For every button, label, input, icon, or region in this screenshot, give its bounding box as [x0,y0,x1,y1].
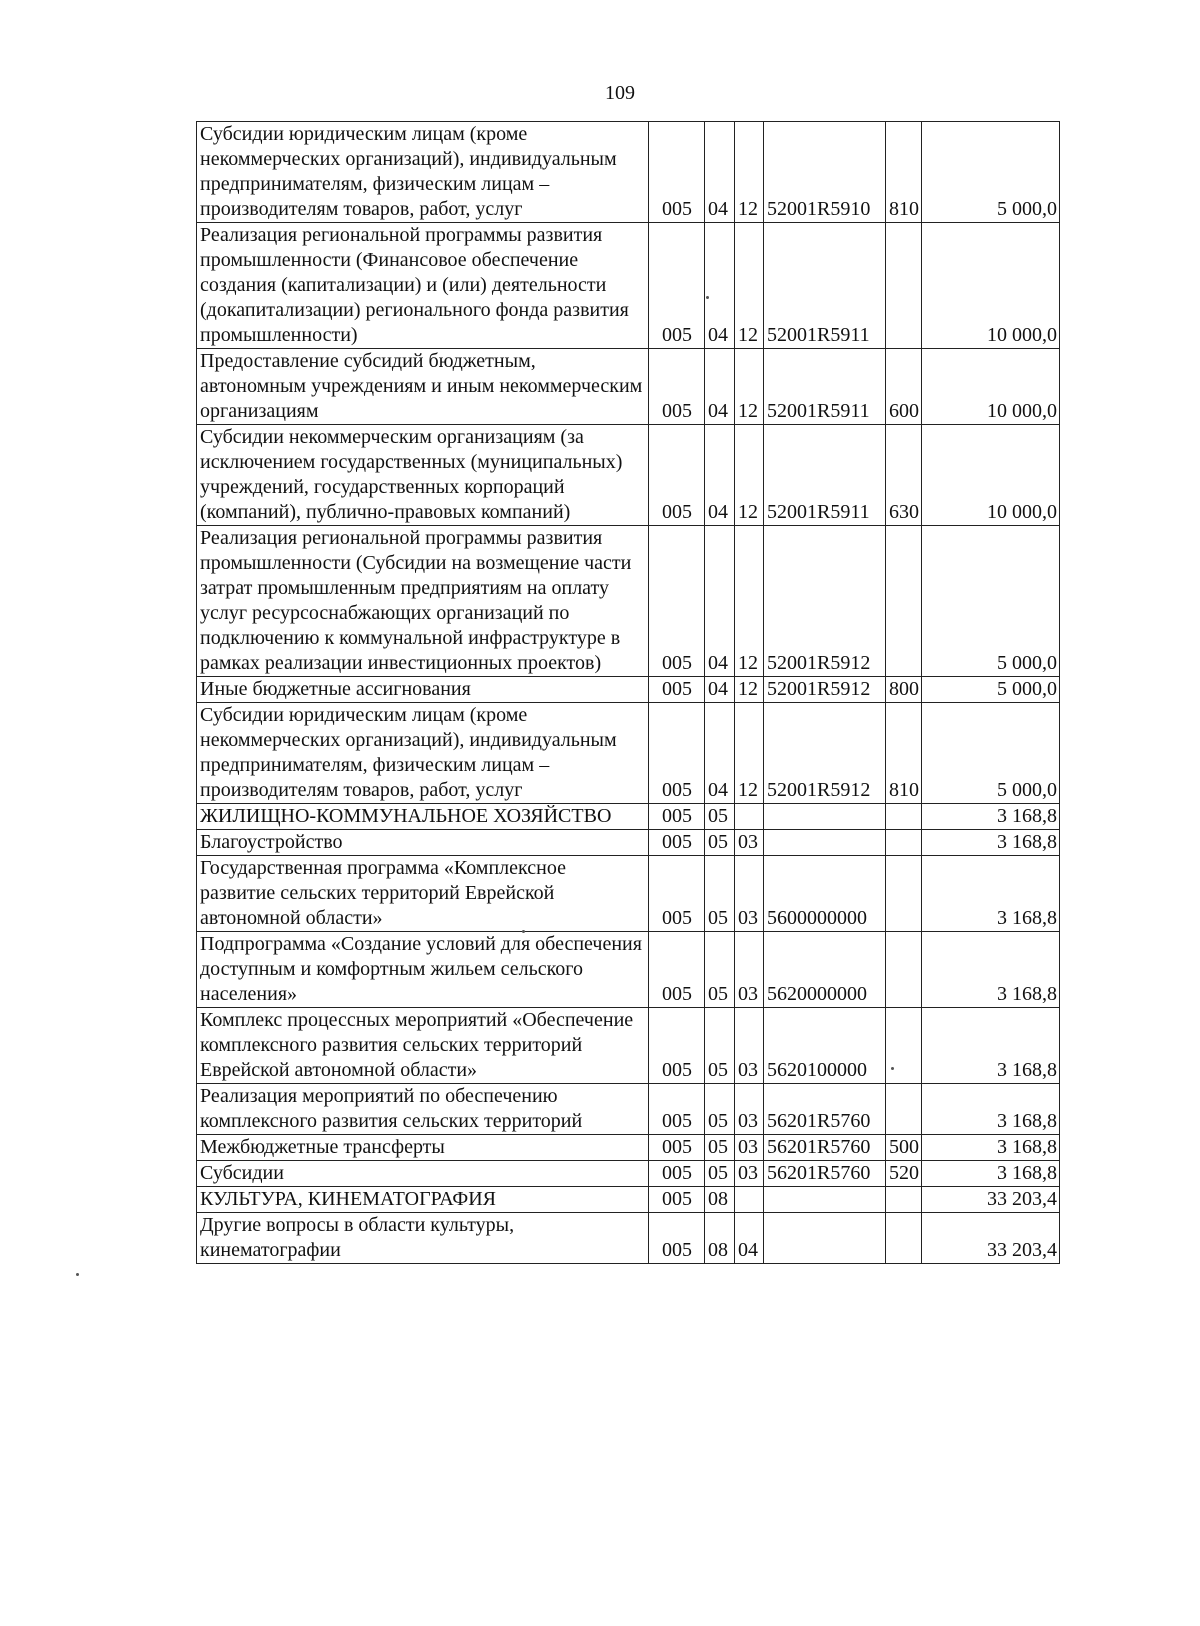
row-code: 005 [649,1008,705,1084]
row-section: 05 [705,1161,735,1187]
row-expense-kind [886,526,922,677]
table-row [197,1084,1060,1135]
row-target-article: 52001R5911 [764,349,886,425]
row-code: 005 [649,804,705,830]
row-section: 05 [705,1008,735,1084]
row-section: 04 [705,526,735,677]
row-amount: 33 203,4 [922,1187,1060,1213]
row-section: 04 [705,349,735,425]
row-expense-kind [886,856,922,932]
row-amount: 3 168,8 [922,1084,1060,1135]
row-target-article: 52001R5910 [764,122,886,223]
row-section: 04 [705,677,735,703]
row-amount: 3 168,8 [922,830,1060,856]
row-target-article: 5620000000 [764,932,886,1008]
row-subsection: 03 [735,1008,764,1084]
table-row [197,804,1060,830]
row-section: 04 [705,703,735,804]
table-row [197,122,1060,223]
table-row [197,1213,1060,1264]
scan-speck [891,1067,894,1070]
row-subsection: 12 [735,223,764,349]
row-amount: 10 000,0 [922,349,1060,425]
row-target-article [764,804,886,830]
row-code: 005 [649,830,705,856]
row-subsection: 03 [735,932,764,1008]
row-expense-kind: 520 [886,1161,922,1187]
row-subsection: 03 [735,830,764,856]
row-subsection [735,804,764,830]
row-name: Субсидии юридическим лицам (кроме некоммерческих организаций), индивидуальным предпринимателям, физическим лицам – производителям товаров, работ, услуг [197,703,649,804]
page-number: 109 [605,82,635,104]
row-expense-kind [886,1008,922,1084]
row-code: 005 [649,223,705,349]
scan-speck [522,930,525,933]
row-target-article: 52001R5912 [764,526,886,677]
table-row [197,703,1060,804]
row-amount: 3 168,8 [922,932,1060,1008]
row-code: 005 [649,1084,705,1135]
table-row [197,1008,1060,1084]
row-section: 08 [705,1187,735,1213]
row-code: 005 [649,932,705,1008]
row-subsection: 04 [735,1213,764,1264]
row-amount: 3 168,8 [922,804,1060,830]
row-name: Реализация региональной программы развития промышленности (Финансовое обеспечение создания (капитализации) и (или) деятельности (докапитализации) регионального фонда развития промышленности) [197,223,649,349]
row-name: Подпрограмма «Создание условий для обеспечения доступным и комфортным жильем сельского населения» [197,932,649,1008]
row-name: Реализация мероприятий по обеспечению комплексного развития сельских территорий [197,1084,649,1135]
row-section: 05 [705,856,735,932]
table-row [197,349,1060,425]
table-row [197,1161,1060,1187]
row-expense-kind [886,223,922,349]
row-code: 005 [649,1187,705,1213]
row-target-article [764,1213,886,1264]
row-expense-kind [886,804,922,830]
row-subsection: 12 [735,425,764,526]
row-amount: 5 000,0 [922,122,1060,223]
table-row [197,223,1060,349]
row-subsection: 12 [735,526,764,677]
row-expense-kind [886,1213,922,1264]
row-code: 005 [649,703,705,804]
row-name: Субсидии юридическим лицам (кроме некоммерческих организаций), индивидуальным предпринимателям, физическим лицам – производителям товаров, работ, услуг [197,122,649,223]
row-subsection: 03 [735,1135,764,1161]
row-subsection: 12 [735,122,764,223]
row-subsection: 12 [735,349,764,425]
row-amount: 5 000,0 [922,526,1060,677]
row-name: Субсидии некоммерческим организациям (за исключением государственных (муниципальных) учреждений, государственных корпораций (компаний), публично-правовых компаний) [197,425,649,526]
row-target-article: 5600000000 [764,856,886,932]
row-target-article: 56201R5760 [764,1135,886,1161]
table-row [197,830,1060,856]
row-name: КУЛЬТУРА, КИНЕМАТОГРАФИЯ [197,1187,649,1213]
row-subsection [735,1187,764,1213]
row-target-article: 56201R5760 [764,1084,886,1135]
row-expense-kind [886,932,922,1008]
row-section: 05 [705,1084,735,1135]
table-row [197,856,1060,932]
row-name: Реализация региональной программы развития промышленности (Субсидии на возмещение части затрат промышленным предприятиям на оплату услуг ресурсоснабжающих организаций по подключению к коммунальной инфраструктуре в рамках реализации инвестиционных проектов) [197,526,649,677]
table-row [197,1187,1060,1213]
row-section: 05 [705,830,735,856]
row-section: 05 [705,1135,735,1161]
row-amount: 3 168,8 [922,856,1060,932]
row-amount: 3 168,8 [922,1008,1060,1084]
row-target-article: 52001R5911 [764,425,886,526]
row-name: Иные бюджетные ассигнования [197,677,649,703]
table-row [197,932,1060,1008]
row-section: 04 [705,223,735,349]
row-amount: 3 168,8 [922,1135,1060,1161]
row-section: 04 [705,425,735,526]
row-expense-kind: 800 [886,677,922,703]
row-section: 05 [705,804,735,830]
row-name: Государственная программа «Комплексное развитие сельских территорий Еврейской автономной области» [197,856,649,932]
row-name: Субсидии [197,1161,649,1187]
row-expense-kind: 500 [886,1135,922,1161]
row-amount: 33 203,4 [922,1213,1060,1264]
row-amount: 10 000,0 [922,425,1060,526]
row-expense-kind: 600 [886,349,922,425]
row-expense-kind: 630 [886,425,922,526]
row-expense-kind: 810 [886,703,922,804]
row-code: 005 [649,122,705,223]
row-name: Другие вопросы в области культуры, кинематографии [197,1213,649,1264]
budget-table-body [197,122,1060,1264]
scan-speck [706,296,709,299]
row-expense-kind: 810 [886,122,922,223]
row-section: 05 [705,932,735,1008]
budget-table [196,121,1060,1264]
row-amount: 10 000,0 [922,223,1060,349]
table-row [197,677,1060,703]
table-row [197,526,1060,677]
row-code: 005 [649,526,705,677]
row-target-article: 52001R5911 [764,223,886,349]
row-expense-kind [886,830,922,856]
row-target-article [764,830,886,856]
row-amount: 5 000,0 [922,677,1060,703]
row-code: 005 [649,1213,705,1264]
row-name: Межбюджетные трансферты [197,1135,649,1161]
row-subsection: 12 [735,703,764,804]
row-target-article [764,1187,886,1213]
row-target-article: 52001R5912 [764,703,886,804]
row-subsection: 12 [735,677,764,703]
row-section: 08 [705,1213,735,1264]
row-code: 005 [649,677,705,703]
row-subsection: 03 [735,1084,764,1135]
row-amount: 3 168,8 [922,1161,1060,1187]
row-target-article: 56201R5760 [764,1161,886,1187]
scan-speck [76,1273,79,1276]
row-name: ЖИЛИЩНО-КОММУНАЛЬНОЕ ХОЗЯЙСТВО [197,804,649,830]
row-expense-kind [886,1187,922,1213]
row-section: 04 [705,122,735,223]
row-name: Предоставление субсидий бюджетным, автономным учреждениям и иным некоммерческим организациям [197,349,649,425]
table-row [197,1135,1060,1161]
row-code: 005 [649,349,705,425]
row-code: 005 [649,856,705,932]
row-expense-kind [886,1084,922,1135]
row-subsection: 03 [735,856,764,932]
row-code: 005 [649,425,705,526]
row-name: Комплекс процессных мероприятий «Обеспечение комплексного развития сельских территорий Еврейской автономной области» [197,1008,649,1084]
row-code: 005 [649,1161,705,1187]
row-name: Благоустройство [197,830,649,856]
row-target-article: 52001R5912 [764,677,886,703]
row-amount: 5 000,0 [922,703,1060,804]
table-row [197,425,1060,526]
row-code: 005 [649,1135,705,1161]
row-target-article: 5620100000 [764,1008,886,1084]
row-subsection: 03 [735,1161,764,1187]
